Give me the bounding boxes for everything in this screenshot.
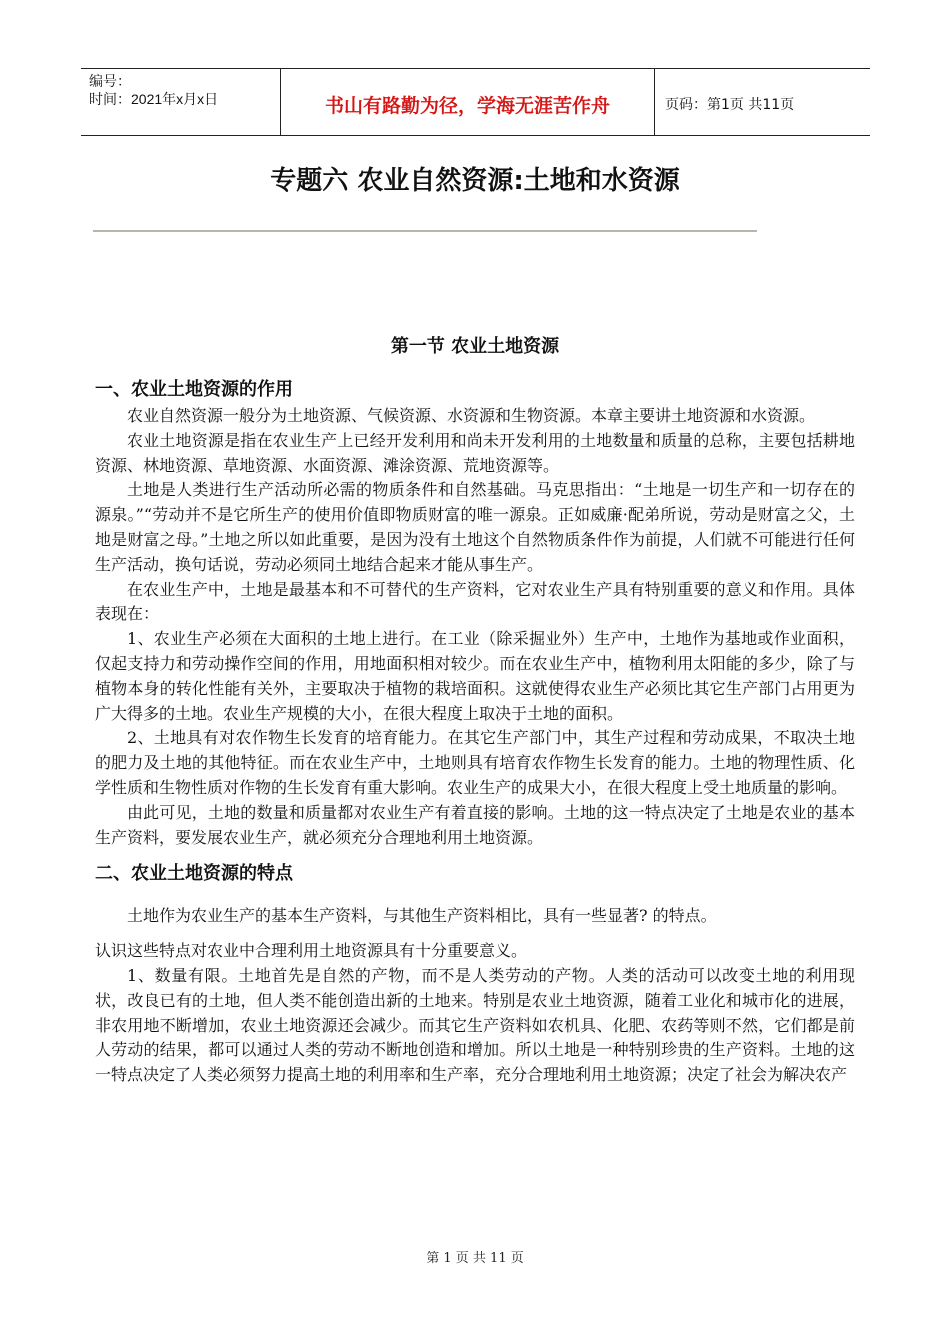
spacer: [95, 850, 855, 860]
header-motto: 书山有路勤为径，学海无涯苦作舟: [281, 69, 655, 135]
paragraph: 土地是人类进行生产活动所必需的物质条件和自然基础。马克思指出：“土地是一切生产和一切存在的源泉。”“劳动并不是它所生产的使用价值即物质财富的唯一源泉。正如威廉·配弟所说，劳动是财富之父，土地是财富之母。”土地之所以如此重要，是因为没有土地这个自然物质条件作为前提，人们就不可能进行任何生产活动，换句话说，劳动必须同土地结合起来才能从事生产。: [95, 480, 855, 574]
document-date-label: 时间：2021年x月x日: [89, 91, 219, 107]
document-number-label: 编号：: [89, 73, 131, 89]
title-divider: [93, 230, 757, 232]
paragraph: 2、土地具有对农作物生长发育的培育能力。在其它生产部门中，其生产过程和劳动成果，不取决土地的肥力及土地的其他特征。而在农业生产中，土地则具有培育农作物生长发育的能力。土地的物理性质、化学性质和生物性质对作物的生长发育有重大影响。农业生产的成果大小，在很大程度上受土地质量的影响。: [95, 728, 855, 797]
spacer: [95, 888, 855, 904]
section-title: 第一节 农业土地资源: [390, 336, 560, 357]
header-table: [81, 68, 870, 136]
document-body: [95, 376, 855, 1088]
section-heading: 一、农业土地资源的作用: [95, 379, 293, 400]
paragraph: 在农业生产中，土地是最基本和不可替代的生产资料，它对农业生产具有特别重要的意义和作用。具体表现在：: [95, 579, 855, 624]
header-meta-cell: [81, 69, 281, 135]
paragraph: 1、农业生产必须在大面积的土地上进行。在工业（除采掘业外）生产中，土地作为基地或作业面积，仅起支持力和劳动操作空间的作用，用地面积相对较少。而在农业生产中，植物利用太阳能的多少，除了与植物本身的转化性能有关外，主要取决于植物的栽培面积。这就使得农业生产必须比其它生产部门占用更为广大得多的土地。农业生产规模的大小，在很大程度上取决于土地的面积。: [95, 629, 855, 723]
page-footer: 第 1 页 共 11 页: [426, 1251, 524, 1266]
header-page-info: 页码：第1页 共11页: [665, 97, 795, 113]
paragraph: 土地作为农业生产的基本生产资料，与其他生产资料相比，具有一些显著? 的特点。: [127, 906, 717, 926]
paragraph: 农业自然资源一般分为土地资源、气候资源、水资源和生物资源。本章主要讲土地资源和水资源。: [127, 406, 816, 425]
document-title: 专题六 农业自然资源:土地和水资源: [270, 166, 680, 196]
paragraph: 认识这些特点对农业中合理利用土地资源具有十分重要意义。: [95, 941, 528, 961]
paragraph: 1、数量有限。土地首先是自然的产物，而不是人类劳动的产物。人类的活动可以改变土地的利用现状，改良已有的土地，但人类不能创造出新的土地来。特别是农业土地资源，随着工业化和城市化的进展，非农用地不断增加，农业土地资源还会减少。而其它生产资料如农机具、化肥、农药等则不然，它们都是前人劳动的结果，都可以通过人类的劳动不断地创造和增加。所以土地是一种特别珍贵的生产资料。土地的这一特点决定了人类必须努力提高土地的利用率和生产率，充分合理地利用土地资源；决定了社会为解决农产: [95, 965, 855, 1085]
section-heading: 二、农业土地资源的特点: [95, 863, 293, 885]
paragraph: 由此可见，土地的数量和质量都对农业生产有着直接的影响。土地的这一特点决定了土地是农业的基本生产资料，要发展农业生产，就必须充分合理地利用土地资源。: [95, 802, 855, 847]
spacer: [95, 929, 855, 939]
paragraph: 农业土地资源是指在农业生产上已经开发利用和尚未开发利用的土地数量和质量的总称，主要包括耕地资源、林地资源、草地资源、水面资源、滩涂资源、荒地资源等。: [95, 430, 855, 475]
